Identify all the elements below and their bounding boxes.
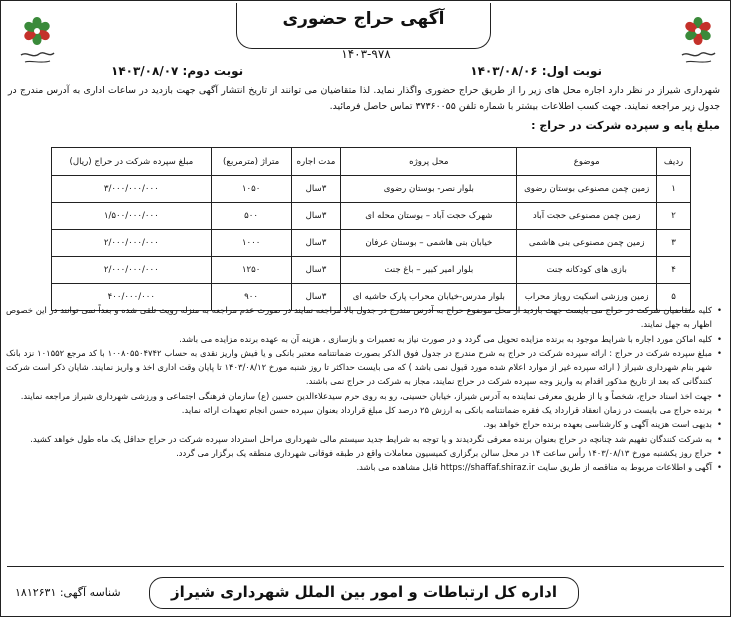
bullet-icon: • [717,305,722,315]
cell-lease-duration: ۳سال [291,176,341,203]
cell-subject: بازی های کودکانه جنت [517,257,657,284]
note-text: کلیه متقاضیان شرکت در حراج می بایست جهت بازدید از محل موضوع حراج به آدرس مندرج در جدول بالا مراجعه نمایند در صورت عدم مراجعه به منزله رویت تلقی شده و بعداً نمی توانند در این خصوص اظهار به جهل نمایند. [6,305,712,330]
note-text: آگهی و اطلاعات مربوط به مناقصه از طریق سایت https://shaffaf.shiraz.ir قابل مشاهده می باشد. [356,462,712,473]
first-round [470,64,602,78]
bullet-icon: • [717,447,722,458]
cell-deposit: ۱/۵۰۰/۰۰۰/۰۰۰ [52,203,212,230]
bullet-icon: • [717,433,722,444]
cell-deposit: ۲/۰۰۰/۰۰۰/۰۰۰ [52,230,212,257]
list-item [6,417,722,431]
cell-row-number: ۳ [657,230,691,257]
cell-deposit: ۴۰۰/۰۰۰/۰۰۰ [52,284,212,311]
department-name: اداره کل ارتباطات و امور بین الملل شهرداری شیراز [149,577,579,609]
cell-subject: زمین چمن مصنوعی بنی هاشمی [517,230,657,257]
note-text: کلیه اماکن مورد اجاره با شرایط موجود به برنده مزایده تحویل می گردد و در صورت نیاز به تعمیرات و بازسازی ، هزینه آن به عهده برنده مزایده می باشد. [179,333,712,344]
footer-divider [7,566,724,567]
note-text: به شرکت کنندگان تفهیم شد چنانچه در حراج بعنوان برنده معرفی نگردیدند و یا توجه به شرایط جدید سیستم مالی شهرداری مراحل استرداد سپرده شرکت در حراج حداقل یک ماه طول خواهد کشید. [30,433,712,444]
bullet-icon: • [717,390,722,401]
header-deposit: مبلغ سپرده شرکت در حراج (ریال) [52,148,212,176]
list-item [6,403,722,417]
header-subject: موضوع [517,148,657,176]
cell-lease-duration: ۳سال [291,284,341,311]
table-header-row [52,148,691,176]
shiraz-municipality-logo-left [13,11,61,69]
cell-deposit: ۳/۰۰۰/۰۰۰/۰۰۰ [52,176,212,203]
list-item [6,303,722,332]
first-round-label: نوبت اول: [541,64,602,78]
table-row [52,176,691,203]
cell-location: بلوار امیر کبیر – باغ جنت [341,257,517,284]
cell-location: بلوار نصر- بوستان رضوی [341,176,517,203]
cell-area: ۹۰۰ [211,284,291,311]
table-row [52,257,691,284]
cell-area: ۱۰۰۰ [211,230,291,257]
bullet-icon: • [717,419,722,430]
cell-area: ۱۲۵۰ [211,257,291,284]
note-text: حراج روز یکشنبه مورخ ۱۴۰۳/۰۸/۱۳ رأس ساعت ۱۴ در محل سالن برگزاری کمیسیون معاملات واقع در طبقه فوقانی شهرداری منطقه یک برگزار می گردد. [176,447,712,458]
cell-row-number: ۲ [657,203,691,230]
cell-deposit: ۲/۰۰۰/۰۰۰/۰۰۰ [52,257,212,284]
list-item [6,389,722,403]
cell-area: ۵۰۰ [211,203,291,230]
second-round [111,64,243,78]
header-lease-duration: مدت اجاره [291,148,341,176]
list-item [6,346,722,389]
note-text: بدیهی است هزینه آگهی و کارشناسی بعهده برنده حراج خواهد بود. [483,419,712,430]
note-text: برنده حراج می بایست در زمان انعقاد قرارداد یک فقره ضمانتنامه بانکی به ارزش ۲۵ درصد کل مبلغ قرارداد بعنوان سپرده حسن انجام تعهدات ارائه نماید. [181,405,712,416]
list-item [6,446,722,460]
cell-row-number: ۱ [657,176,691,203]
cell-lease-duration: ۳سال [291,203,341,230]
cell-location: شهرک حجت آباد – بوستان محله ای [341,203,517,230]
ad-id: شناسه آگهی: ۱۸۱۲۶۳۱ [15,586,121,599]
terms-list [6,303,722,475]
cell-lease-duration: ۳سال [291,257,341,284]
cell-subject: زمین چمن مصنوعی بوستان رضوی [517,176,657,203]
cell-row-number: ۴ [657,257,691,284]
section-title: مبلغ پایه و سپرده شرکت در حراج : [531,119,720,132]
second-round-label: نوبت دوم: [182,64,244,78]
list-item [6,460,722,474]
header-row-number: ردیف [657,148,691,176]
cell-subject: زمین ورزشی اسکیت روباز محراب [517,284,657,311]
cell-location: خیابان بنی هاشمی – بوستان عرفان [341,230,517,257]
bullet-icon: • [717,333,722,344]
cell-row-number: ۵ [657,284,691,311]
note-text: جهت اخذ اسناد حراج، شخصاً و یا از طریق معرفی نماینده به آدرس شیراز، خیابان حسینی، رو به روی حرم سیدعلاءالدین حسین (ع) سازمان فرهنگی اجتماعی و ورزشی شهرداری شیراز مراجعه نمایند. [20,390,712,401]
cell-area: ۱۰۵۰ [211,176,291,203]
note-text: مبلغ سپرده شرکت در حراج : ارائه سپرده شرکت در حراج به شرح مندرج در جدول فوق الذکر بصورت ضمانتنامه معتبر بانکی و یا فیش واریز نقدی به حساب ۱۰۰۸۰۵۵۰۴۷۴۲ با کد مرجع ۱۰۱۵۵۲ نزد بانک شهر بنام شهرداری شیراز ( ارائه سپرده غیر از موارد اعلام شده مورد قبول نمی باشد ) که می بایست حداکثر تا روز شنبه مورخ ۱۴۰۳/۰۸/۱۲ تا پایان وقت اداری اخذ و واریز نمایند. شایان ذکر است شرکت کنندگانی که بعد از تاریخ مذکور اقدام به واریز وجه سپرده شرکت در حراج نمایند، مجاز به شرکت در حراج نمی باشند. [6,347,713,387]
page-title: آگهی حراج حضوری [282,9,445,29]
cell-subject: زمین چمن مصنوعی حجت آباد [517,203,657,230]
title-box [236,3,491,49]
table-row [52,230,691,257]
first-round-date: ۱۴۰۳/۰۸/۰۶ [470,64,538,78]
cell-lease-duration: ۳سال [291,230,341,257]
intro-paragraph: شهرداری شیراز در نظر دارد اجاره محل های زیر را از طریق حراج حضوری واگذار نماید. لذا متقاضیان می توانند از تاریخ انتشار آگهی جهت بازدید در ساعات اداری به آدرس مندرج در جدول زیر مراجعه نمایند. جهت کسب اطلاعات بیشتر با شماره تلفن ۳۷۳۶۰۰۵۵ تماس حاصل فرمائید. [8,85,720,112]
auction-items-table [51,147,691,311]
table-row [52,203,691,230]
bullet-icon: • [717,462,722,473]
bullet-icon: • [717,347,722,358]
list-item [6,332,722,346]
header-area: متراژ (مترمربع) [211,148,291,176]
second-round-date: ۱۴۰۳/۰۸/۰۷ [111,64,179,78]
bullet-icon: • [717,405,722,416]
shiraz-municipality-logo-right [674,11,722,69]
list-item [6,432,722,446]
cell-location: بلوار مدرس-خیابان محراب پارک حاشیه ای [341,284,517,311]
notice-code: ۱۴۰۳-۹۷۸ [341,47,391,61]
header-location: محل پروژه [341,148,517,176]
